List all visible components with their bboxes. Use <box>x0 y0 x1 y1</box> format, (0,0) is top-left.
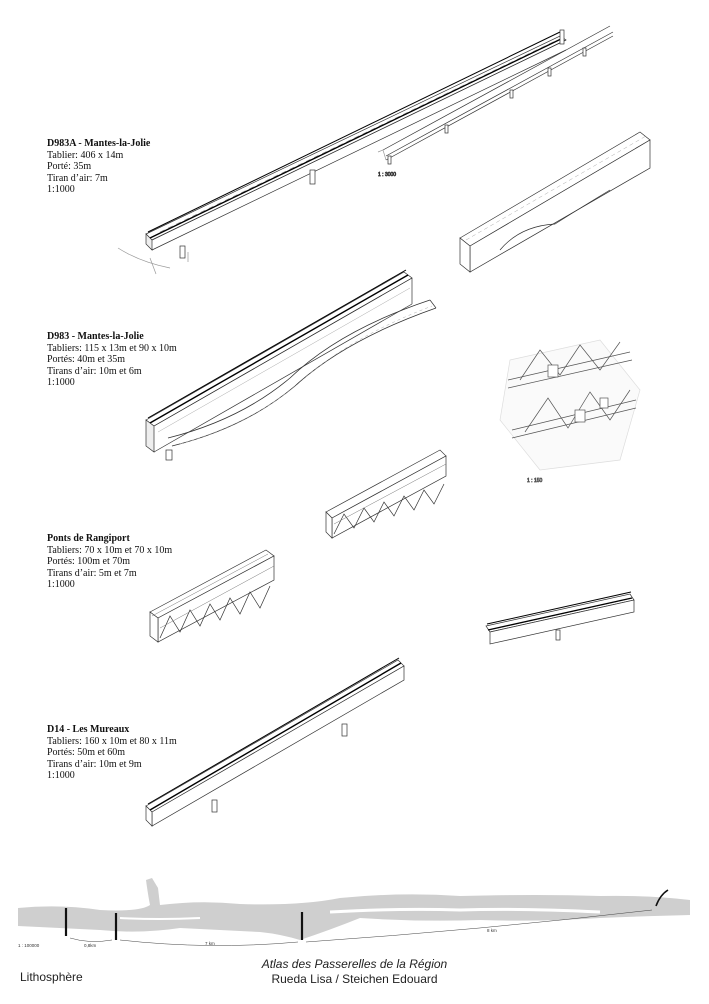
bridge-d983-drawing <box>146 270 436 460</box>
bridge-title: D983A - Mantes-la-Jolie <box>47 138 151 149</box>
bridge-d14-drawing <box>146 658 404 826</box>
footer-course: Lithosphère <box>20 970 83 984</box>
scale-note-3000: 1 : 3000 <box>378 172 397 178</box>
bridge-spec: Tabliers: 160 x 10m et 80 x 11m <box>47 735 177 747</box>
bridge-spec: Tablier: 406 x 14m <box>47 149 124 161</box>
bridge-d983a-detail <box>460 132 650 272</box>
footer-credits <box>0 957 709 987</box>
bridge-title: D14 - Les Mureaux <box>47 724 130 735</box>
river-map <box>18 878 690 948</box>
bridge-spec: Portés: 40m et 35m <box>47 354 126 365</box>
rangiport-deck-right <box>486 592 634 644</box>
bridge-scale: 1:1000 <box>47 770 75 781</box>
truss-detail <box>500 340 640 484</box>
bridge-label-rangiport <box>47 533 172 591</box>
bridge-scale: 1:1000 <box>47 377 75 388</box>
bridge-label-d14 <box>47 724 177 782</box>
bridge-spec: Tirans d’air: 10m et 6m <box>47 365 142 377</box>
river-distance-3: 8 km <box>487 928 497 933</box>
river-scale-note: 1 : 100000 <box>18 943 40 948</box>
bridge-label-d983a <box>47 138 150 196</box>
bridge-title: D983 - Mantes-la-Jolie <box>47 331 144 342</box>
bridge-spec: Portés: 100m et 70m <box>47 556 131 567</box>
authors: Rueda Lisa / Steichen Edouard <box>271 972 438 986</box>
bridge-scale: 1:1000 <box>47 579 75 590</box>
bridge-spec: Tabliers: 70 x 10m et 70 x 10m <box>47 544 173 556</box>
atlas-title: Atlas des Passerelles de la Région <box>261 957 448 971</box>
bridge-label-d983 <box>47 331 177 389</box>
scale-note-150: 1 : 150 <box>527 478 543 484</box>
river-distance-1: 0,8km <box>84 943 97 948</box>
bridge-spec: Portés: 50m et 60m <box>47 747 126 758</box>
bridge-d983a-overview <box>378 26 613 178</box>
river-distance-2: 7 km <box>205 941 215 946</box>
bridge-spec: Tirans d’air: 10m et 9m <box>47 758 142 770</box>
bridge-spec: Tiran d’air: 7m <box>47 172 108 184</box>
bridge-scale: 1:1000 <box>47 184 75 195</box>
rangiport-truss-right <box>326 450 446 538</box>
bridge-spec: Tabliers: 115 x 13m et 90 x 10m <box>47 342 177 354</box>
bridge-spec: Porté: 35m <box>47 161 92 172</box>
bridge-spec: Tirans d’air: 5m et 7m <box>47 567 137 579</box>
bridge-title: Ponts de Rangiport <box>47 533 130 544</box>
